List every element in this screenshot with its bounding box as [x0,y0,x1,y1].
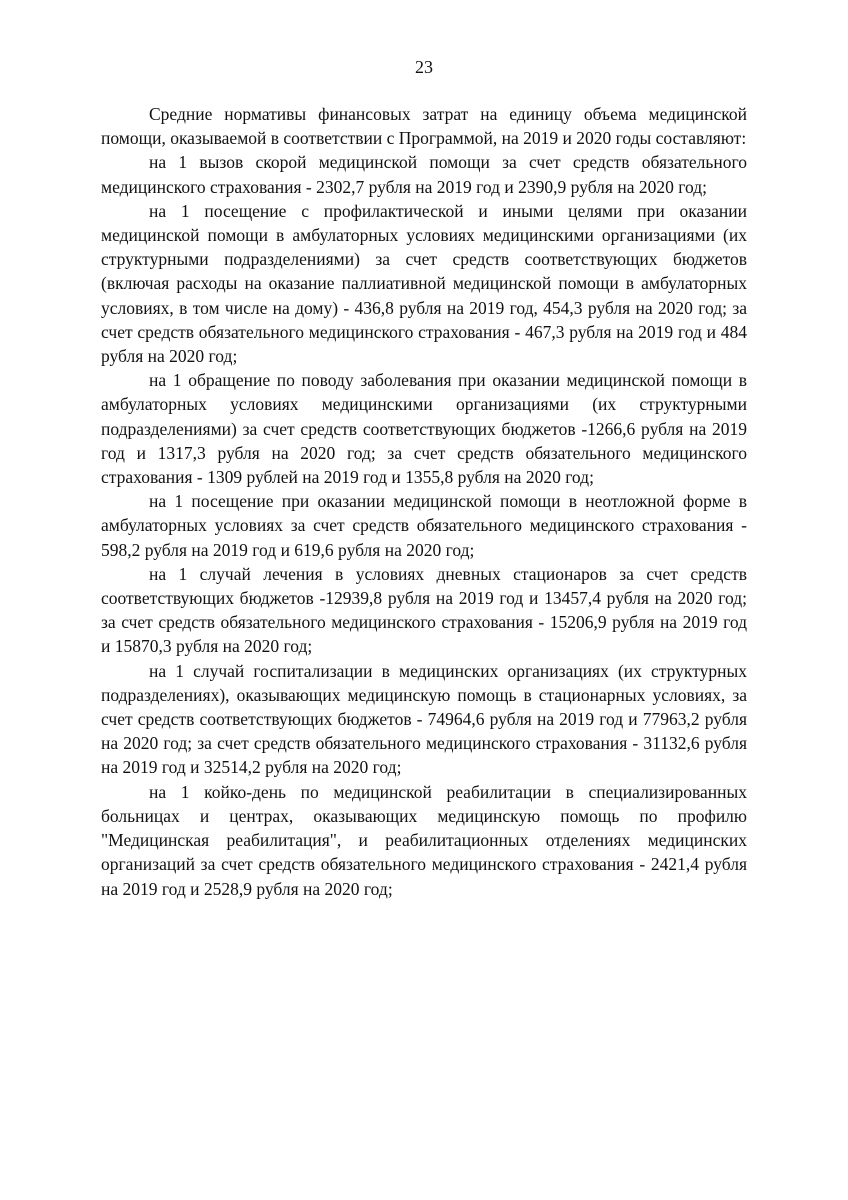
paragraph-disease-appeal: на 1 обращение по поводу заболевания при оказании медицинской помощи в амбулаторных условиях медицинскими организациями (их структурными подразделениями) за счет средств соответствующих бюджетов -1266,6 рубля на 2019 год и 1317,3 рубля на 2020 год; за счет средств обязательного медицинского страхования - 1309 рублей на 2019 год и 1355,8 рубля на 2020 год; [101,370,747,488]
page-number: 23 [415,57,433,77]
paragraph-hospitalization: на 1 случай госпитализации в медицинских организациях (их структурных подразделениях), оказывающих медицинскую помощь в стационарных условиях, за счет средств соответствующих бюджетов - 74964,6 рубля на 2019 год и 77963,2 рубля на 2020 год; за счет средств обязательного медицинского страхования - 31132,6 рубля на 2019 год и 32514,2 рубля на 2020 год; [101,660,747,778]
document-body [101,102,747,901]
paragraph-preventive-visit: на 1 посещение с профилактической и иными целями при оказании медицинской помощи в амбулаторных условиях медицинскими организациями (их структурными подразделениями) за счет средств соответствующих бюджетов (включая расходы на оказание паллиативной медицинской помощи в амбулаторных условиях, в том числе на дому) - 436,8 рубля на 2019 год, 454,3 рубля на 2020 год; за счет средств обязательного медицинского страхования - 467,3 рубля на 2019 год и 484 рубля на 2020 год; [101,200,747,367]
paragraph-rehabilitation: на 1 койко-день по медицинской реабилитации в специализированных больницах и центрах, оказывающих медицинскую помощь по профилю "Медицинская реабилитация", и реабилитационных отделениях медицинских организаций за счет средств обязательного медицинского страхования - 2421,4 рубля на 2019 год и 2528,9 рубля на 2020 год; [101,781,747,899]
paragraph-urgent-visit: на 1 посещение при оказании медицинской помощи в неотложной форме в амбулаторных условиях за счет средств обязательного медицинского страхования - 598,2 рубля на 2019 год и 619,6 рубля на 2020 год; [101,491,747,560]
paragraph-ambulance-call: на 1 вызов скорой медицинской помощи за счет средств обязательного медицинского страхования - 2302,7 рубля на 2019 год и 2390,9 рубля на 2020 год; [101,152,747,197]
paragraph-intro: Средние нормативы финансовых затрат на единицу объема медицинской помощи, оказываемой в соответствии с Программой, на 2019 и 2020 годы составляют: [101,104,747,149]
paragraph-day-hospital: на 1 случай лечения в условиях дневных стационаров за счет средств соответствующих бюджетов -12939,8 рубля на 2019 год и 13457,4 рубля на 2020 год; за счет средств обязательного медицинского страхования - 15206,9 рубля на 2019 год и 15870,3 рубля на 2020 год; [101,563,747,657]
